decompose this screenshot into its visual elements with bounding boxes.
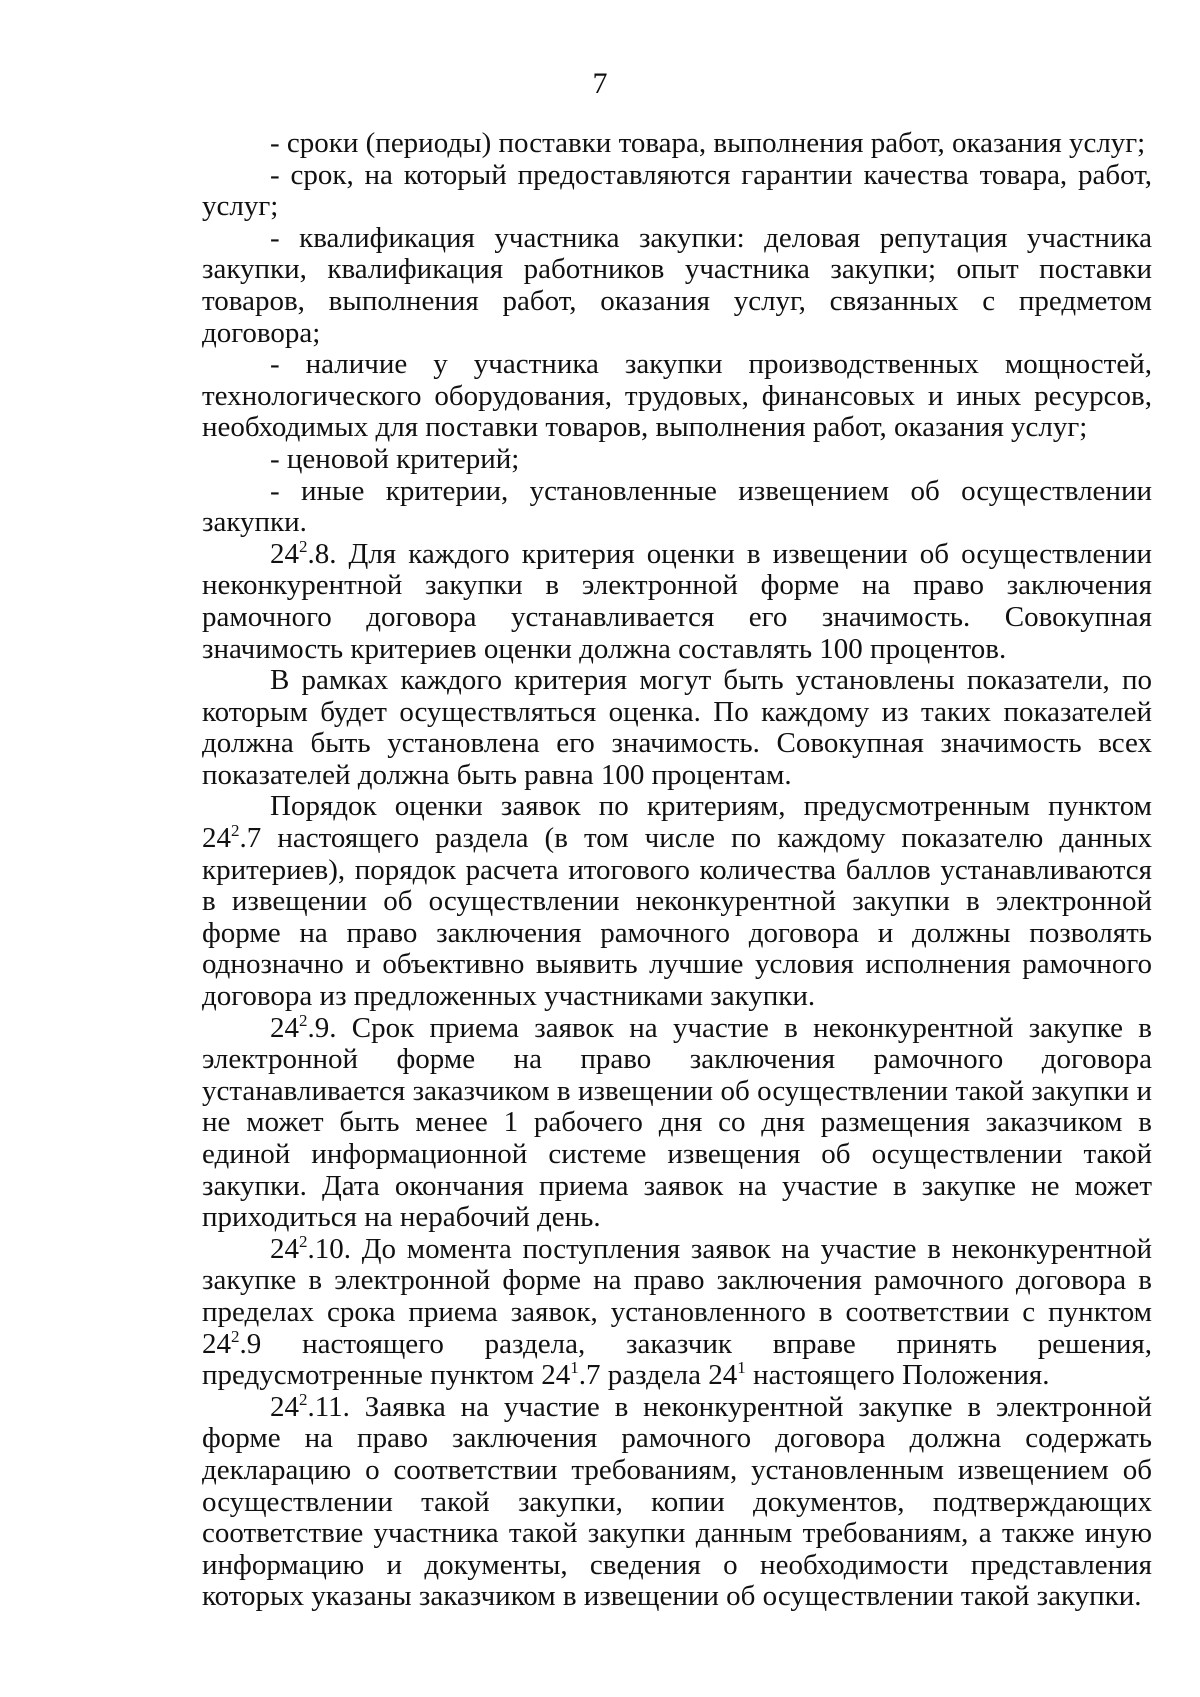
clause-reference: $24^2.7$	[202, 821, 262, 855]
clause-reference: $24^1.7$	[541, 1358, 601, 1392]
paragraph-evaluation-order: Порядок оценки заявок по критериям, предусмотренным пунктом $24^2.7$ настоящего раздела (в том числе по каждому показателю данных критериев), порядок расчета итогового количества баллов устанавливаются в извещении об осуществлении неконкурентной закупки в электронной форме на право заключения рамочного договора и должны позволять однозначно и объективно выявить лучшие условия исполнения рамочного договора из предложенных участниками закупки.	[202, 790, 1152, 1013]
list-item-delivery-terms: - сроки (периоды) поставки товара, выполнения работ, оказания услуг;	[270, 127, 1146, 159]
paragraph-24-2-8	[202, 536, 1152, 665]
paragraph-24-2-9	[202, 1010, 1152, 1234]
section-reference: $24^1$	[708, 1358, 746, 1392]
clause-reference: $24^2.9$	[202, 1326, 262, 1360]
page-number: 7	[592, 67, 608, 100]
paragraph-indicators: В рамках каждого критерия могут быть установлены показатели, по которым будет осуществляться оценка. По каждому из таких показателей должна быть установлена его значимость. Совокупная значимость всех показателей должна быть равна 100 процентам.	[202, 664, 1152, 791]
clause-number: $24^2.8$.	[270, 536, 337, 570]
list-item-other-criteria: - иные критерии, установленные извещением об осуществлении закупки.	[202, 474, 1152, 539]
list-item-price-criterion: - ценовой критерий;	[270, 442, 520, 475]
clause-number: $24^2.9$.	[270, 1010, 337, 1044]
paragraph-24-2-10: $24^2.10$. До момента поступления заявок на участие в неконкурентной закупке в электронной форме на право заключения рамочного договора в пределах срока приема заявок, установленного в соответствии с пунктом $24^2.9$ настоящего раздела, заказчик вправе принять решения, предусмотренные пунктом $24^1.7$ раздела $24^1$ настоящего Положения.	[202, 1231, 1152, 1392]
clause-text: Заявка на участие в неконкурентной закупке в электронной форме на право заключения рамочного договора должна содержать декларацию о соответствии требованиям, установленным извещением об осуществлении такой закупки, копии документов, подтверждающих соответствие участника такой закупки данным требованиям, а также иную информацию и документы, сведения о необходимости представления которых указаны заказчиком в извещении об осуществлении такой закупки.	[202, 1390, 1152, 1613]
list-item-warranty-term: - срок, на который предоставляются гарантии качества товара, работ, услуг;	[202, 158, 1152, 223]
document-body	[202, 128, 1152, 1613]
paragraph-24-2-11	[202, 1389, 1152, 1613]
list-item-resources: - наличие у участника закупки производственных мощностей, технологического оборудования, трудовых, финансовых и иных ресурсов, необходимых для поставки товаров, выполнения работ, оказания услуг;	[202, 348, 1152, 444]
clause-number: $24^2.10$.	[270, 1231, 351, 1265]
clause-number: $24^2.11$.	[270, 1389, 350, 1423]
clause-text: Для каждого критерия оценки в извещении об осуществлении неконкурентной закупки в электронной форме на право заключения рамочного договора устанавливается его значимость. Совокупная значимость критериев оценки должна составлять 100 процентов.	[202, 537, 1152, 665]
list-item-qualification: - квалификация участника закупки: деловая репутация участника закупки, квалификация работников участника закупки; опыт поставки товаров, выполнения работ, оказания услуг, связанных с предметом договора;	[202, 221, 1152, 349]
clause-text: Срок приема заявок на участие в неконкурентной закупке в электронной форме на право заключения рамочного договора устанавливается заказчиком в извещении об осуществлении такой закупки и не может быть менее 1 рабочего дня со дня размещения заказчиком в единой информационной системе извещения об осуществлении такой закупки. Дата окончания приема заявок на участие в закупке не может приходиться на нерабочий день.	[202, 1011, 1152, 1234]
